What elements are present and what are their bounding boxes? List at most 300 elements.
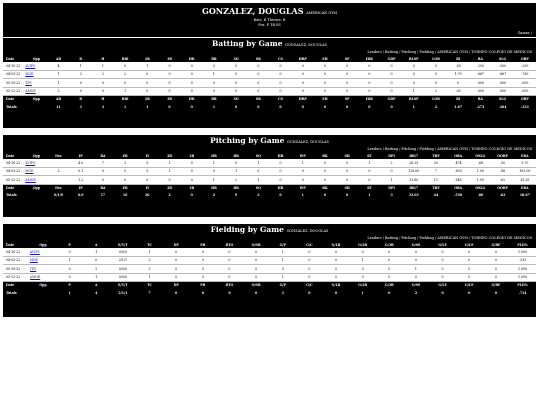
player-position: Pos: P 1B SS [258, 22, 281, 27]
pitching-cell: 1.09 [469, 176, 491, 184]
pitching-title-text: Pitching by Game [210, 136, 285, 145]
pitching-col-header[interactable]: 3B [181, 152, 203, 159]
nav-link[interactable]: Fielding / [419, 147, 437, 151]
fielding-col-header[interactable]: G/2B [349, 241, 376, 248]
opponent-link[interactable]: AMOE [30, 273, 57, 281]
pitching-row [3, 176, 536, 184]
nav-link[interactable]: TORNEO COLEGIO DE MEDICOS [471, 147, 532, 151]
fielding-col-header[interactable]: O/SB [243, 281, 270, 289]
pitching-col-header[interactable]: HB [269, 152, 291, 159]
pitching-cell: .474 [447, 159, 469, 167]
batting-col-header[interactable]: Opp [25, 55, 47, 62]
pitching-cell: 0 [158, 176, 180, 184]
batting-cell: 0 [181, 79, 203, 87]
fielding-total-cell: 1 [56, 289, 83, 296]
batting-col-header[interactable]: SLG [491, 55, 513, 62]
opponent-link[interactable]: TPS [25, 79, 47, 87]
batting-cell: 0 [92, 87, 114, 95]
fielding-col-header[interactable]: P [56, 241, 83, 248]
batting-cell: .250 [469, 62, 491, 70]
batting-cell: .000 [469, 87, 491, 95]
nav-link[interactable]: Pitching / [401, 147, 419, 151]
pitching-col-header[interactable]: H [136, 184, 158, 192]
nav-link[interactable]: Fielding / [419, 50, 437, 54]
fielding-cell: 0 [189, 256, 216, 264]
batting-cell: 0 [225, 79, 247, 87]
batting-total-cell: 0 [247, 103, 269, 110]
fielding-cell: 1 [269, 256, 296, 264]
pitching-table [3, 152, 536, 199]
batting-col-header[interactable]: HBP [292, 95, 314, 103]
fielding-cell: 0/0/0 [110, 265, 137, 273]
pitching-col-header[interactable]: BB/7 [403, 184, 425, 192]
pitching-cell: 0.1 [70, 167, 92, 175]
nav-link[interactable]: AMERICAN GYM / [437, 50, 471, 54]
batting-cell: .000 [514, 79, 536, 87]
batting-total-cell: 1 [114, 103, 136, 110]
batting-cell: 0 [336, 87, 358, 95]
pitching-col-header[interactable]: H [136, 152, 158, 159]
batting-cell: 0 [314, 87, 336, 95]
fielding-col-header[interactable]: G/RF [483, 241, 510, 248]
pitching-total-cell: 0 [181, 192, 203, 199]
fielding-total-cell: 1 [349, 289, 376, 296]
pitching-col-header[interactable]: WP [292, 184, 314, 192]
batting-col-header[interactable]: IBB [358, 55, 380, 62]
batting-cell: 0 [136, 87, 158, 95]
pitching-cell: 0 [336, 176, 358, 184]
pitching-cell: 0 [114, 176, 136, 184]
fielding-col-header[interactable]: G/RF [483, 281, 510, 289]
batting-col-header[interactable]: LOB [425, 95, 447, 103]
pitching-cell: 0 [314, 167, 336, 175]
batting-col-header[interactable]: R [70, 95, 92, 103]
pitching-col-header[interactable]: IP [70, 152, 92, 159]
nav-link[interactable]: Batting / [384, 236, 401, 240]
pitching-col-header[interactable]: BB [225, 184, 247, 192]
pitching-cell [47, 176, 69, 184]
fielding-col-header[interactable]: TC [136, 281, 163, 289]
opponent-link[interactable]: MOE [30, 256, 57, 264]
pitching-cell: 2 [380, 159, 402, 167]
pitching-col-header[interactable]: ERA [514, 152, 536, 159]
fielding-col-header[interactable]: P [56, 281, 83, 289]
batting-col-header[interactable]: CS [269, 55, 291, 62]
fielding-cell: 0 [269, 265, 296, 273]
batting-col-header[interactable]: HR [181, 55, 203, 62]
fielding-col-header[interactable]: G/SS [403, 241, 430, 248]
pitching-col-header[interactable]: Date [3, 184, 25, 192]
pitching-col-header[interactable]: Opp [25, 152, 47, 159]
pitching-cell: 5 [114, 167, 136, 175]
pitching-col-header[interactable]: BB/7 [403, 152, 425, 159]
fielding-cell: 0 [296, 256, 323, 264]
pitching-cell: 0 [358, 176, 380, 184]
nav-link[interactable]: Leaders / [367, 50, 384, 54]
batting-col-header[interactable]: BB [203, 95, 225, 103]
fielding-col-header[interactable]: Date [3, 281, 30, 289]
batting-row [3, 79, 536, 87]
nav-link[interactable]: Fielding / [419, 236, 437, 240]
pitching-col-header[interactable]: ER [114, 152, 136, 159]
fielding-total-cell: 0 [189, 289, 216, 296]
pitching-col-header[interactable]: SO [247, 184, 269, 192]
batting-col-header[interactable]: BI [447, 95, 469, 103]
nav-link[interactable]: AMERICAN GYM / [437, 236, 471, 240]
pitching-col-header[interactable]: SH [336, 152, 358, 159]
pitching-cell: L [47, 167, 69, 175]
batting-row [3, 70, 536, 78]
fielding-cell: 1 [349, 256, 376, 264]
fielding-col-header[interactable]: G/SS [403, 281, 430, 289]
batting-col-header[interactable]: H [92, 95, 114, 103]
batting-total-cell: .333 [514, 103, 536, 110]
pitching-col-header[interactable]: OOBP [491, 152, 513, 159]
fielding-cell: 0 [216, 256, 243, 264]
batting-col-header[interactable]: 3B [158, 55, 180, 62]
fielding-cell: 0 [349, 265, 376, 273]
batting-col-header[interactable]: OBP [514, 95, 536, 103]
nav-link[interactable]: AMERICAN GYM / [437, 147, 471, 151]
fielding-col-header[interactable]: A [83, 281, 110, 289]
batting-col-header[interactable]: BI [447, 55, 469, 62]
fielding-cell: 0 [323, 248, 350, 256]
pitching-total-cell: 44 [425, 192, 447, 199]
fielding-col-header[interactable]: TC [136, 241, 163, 248]
fielding-cell: 1.000 [509, 248, 536, 256]
batting-col-header[interactable]: 3B [158, 95, 180, 103]
pitching-col-header[interactable]: SF [358, 152, 380, 159]
batting-col-header[interactable]: OBP [514, 55, 536, 62]
batting-title-text: Batting by Game [212, 39, 283, 48]
fielding-col-header[interactable]: PB [189, 241, 216, 248]
batting-total-cell: 2 [425, 103, 447, 110]
pitching-total-cell: 1 [292, 192, 314, 199]
fielding-row [3, 256, 536, 264]
batting-cell: 0 [203, 79, 225, 87]
fielding-col-header[interactable]: RTO [216, 281, 243, 289]
fielding-cell: 0 [163, 265, 190, 273]
batting-col-header[interactable]: GDP [380, 95, 402, 103]
fielding-col-header[interactable]: G/CF [456, 241, 483, 248]
opponent-link[interactable]: AVIPS [30, 248, 57, 256]
batting-cell: 0 [336, 70, 358, 78]
batting-col-header[interactable]: H [92, 55, 114, 62]
batting-total-cell: Totals [3, 103, 25, 110]
batting-col-header[interactable]: SO [225, 95, 247, 103]
opponent-link[interactable]: MOE [25, 70, 47, 78]
batting-col-header[interactable]: Opp [25, 95, 47, 103]
pitching-col-header[interactable]: BK [314, 152, 336, 159]
fielding-cell: 0 [296, 265, 323, 273]
batting-col-header[interactable]: SF [336, 95, 358, 103]
batting-cell: 0 [247, 87, 269, 95]
pitching-total-cell: 9 [225, 192, 247, 199]
fielding-col-header[interactable]: G/P [269, 241, 296, 248]
fielding-cell: 0 [243, 273, 270, 281]
game-date: 05-22-22 [3, 273, 30, 281]
fielding-cell: 0 [456, 256, 483, 264]
fielding-cell: 1 [403, 265, 430, 273]
pitching-col-header[interactable]: BA [92, 184, 114, 192]
batting-cell: 0 [425, 79, 447, 87]
opponent-link[interactable]: AMOE [25, 87, 47, 95]
pitching-cell: .86 [491, 167, 513, 175]
batting-cell: 0 [114, 79, 136, 87]
batting-col-header[interactable]: RLSP [403, 55, 425, 62]
pitching-cell: 0 [336, 167, 358, 175]
batting-col-header[interactable]: IBB [358, 95, 380, 103]
opponent-link[interactable]: AMOE [25, 176, 47, 184]
fielding-col-header[interactable]: G/2B [349, 281, 376, 289]
batting-col-header[interactable]: GDP [380, 55, 402, 62]
fielding-cell: 0 [216, 248, 243, 256]
pitching-col-header[interactable]: Date [3, 152, 25, 159]
pitching-cell: 9.75 [514, 159, 536, 167]
batting-cell: .00 [447, 87, 469, 95]
batting-col-header[interactable]: RBI [114, 95, 136, 103]
fielding-col-header[interactable]: FLD% [509, 241, 536, 248]
pitching-col-header[interactable]: WP [292, 152, 314, 159]
nav-link[interactable]: Batting / [384, 50, 401, 54]
game-date: 04-03-22 [3, 70, 25, 78]
pitching-col-header[interactable]: IP [70, 184, 92, 192]
pitching-col-header[interactable]: ER [114, 184, 136, 192]
batting-col-header[interactable]: RLSP [403, 95, 425, 103]
nav-link[interactable]: Pitching / [401, 236, 419, 240]
pitching-col-header[interactable]: 2B [158, 184, 180, 192]
batting-col-header[interactable]: BA [469, 55, 491, 62]
opponent-link[interactable]: MOE [25, 167, 47, 175]
batting-cell: 0 [247, 70, 269, 78]
batting-col-header[interactable]: SH [314, 55, 336, 62]
pitching-cell: 26.25 [403, 159, 425, 167]
fielding-total-cell: 2/1/1 [110, 289, 137, 296]
pitching-col-header[interactable]: SF [358, 184, 380, 192]
fielding-table [3, 241, 536, 296]
batting-cell: 1 [47, 70, 69, 78]
fielding-cell: 0 [376, 265, 403, 273]
batting-cell: 0 [136, 79, 158, 87]
pitching-col-header[interactable]: SH [336, 184, 358, 192]
batting-col-header[interactable]: Date [3, 95, 25, 103]
pitching-col-header[interactable]: HR [203, 184, 225, 192]
batting-col-header[interactable]: AB [47, 95, 69, 103]
batting-col-header[interactable]: SB [247, 55, 269, 62]
fielding-cell: 0 [56, 273, 83, 281]
pitching-cell: 126.00 [403, 167, 425, 175]
pitching-col-header[interactable]: Dec [47, 152, 69, 159]
fielding-col-header[interactable]: G/LF [429, 241, 456, 248]
batting-col-header[interactable]: Date [3, 55, 25, 62]
fielding-total-cell: Totals [3, 289, 30, 296]
pitching-col-header[interactable]: Opp [25, 184, 47, 192]
batting-cell: 0 [403, 70, 425, 78]
batting-cell: 0 [380, 62, 402, 70]
pitching-col-header[interactable]: OSLG [469, 184, 491, 192]
batting-col-header[interactable]: RBI [114, 55, 136, 62]
batting-col-header[interactable]: SH [314, 95, 336, 103]
fielding-total-cell: 0 [243, 289, 270, 296]
pitching-col-header[interactable]: Dec [47, 184, 69, 192]
opponent-link[interactable]: TPS [30, 265, 57, 273]
pitching-col-header[interactable]: TBF [425, 184, 447, 192]
fielding-col-header[interactable]: FLD% [509, 281, 536, 289]
nav-link[interactable]: TORNEO COLEGIO DE MEDICOS [471, 50, 532, 54]
fielding-col-header[interactable]: G/1B [323, 241, 350, 248]
game-date: 04-10-22 [3, 62, 25, 70]
batting-col-header[interactable]: 2B [136, 95, 158, 103]
batting-col-header[interactable]: SB [247, 95, 269, 103]
fielding-cell: 0 [243, 256, 270, 264]
pitching-col-header[interactable]: BK [314, 184, 336, 192]
fielding-cell: 0 [403, 248, 430, 256]
batting-col-header[interactable]: SLG [491, 95, 513, 103]
fielding-col-header[interactable]: Date [3, 241, 30, 248]
batting-col-header[interactable]: R [70, 55, 92, 62]
batting-cell: 0 [158, 70, 180, 78]
opponent-link[interactable]: AVIPS [25, 159, 47, 167]
player-team[interactable]: AMERICAN GYM [306, 11, 337, 15]
batting-col-header[interactable]: CS [269, 95, 291, 103]
fielding-col-header[interactable]: G/CF [456, 281, 483, 289]
batting-cell: 0 [425, 62, 447, 70]
fielding-col-header[interactable]: DP [163, 281, 190, 289]
fielding-cell: 1 [83, 248, 110, 256]
pitching-cell: 2 [225, 176, 247, 184]
fielding-col-header[interactable]: O/SB [243, 241, 270, 248]
pitching-col-header[interactable]: ERA [514, 184, 536, 192]
pitching-cell: 4.0 [70, 159, 92, 167]
batting-cell: 0 [380, 79, 402, 87]
batting-cell: 0 [158, 62, 180, 70]
batting-col-header[interactable]: BB [203, 55, 225, 62]
fielding-col-header[interactable]: E/T/T [110, 241, 137, 248]
batting-table [3, 55, 536, 110]
pitching-cell: 3 [114, 159, 136, 167]
pitching-col-header[interactable]: DPI [380, 152, 402, 159]
pitching-cell: 1 [203, 176, 225, 184]
fielding-col-header[interactable]: E/T/T [110, 281, 137, 289]
pitching-col-header[interactable]: HR [203, 152, 225, 159]
pitching-col-header[interactable]: 3B [181, 184, 203, 192]
game-date: 05-22-22 [3, 87, 25, 95]
pitching-cell: 0 [203, 167, 225, 175]
pitching-cell: 0 [358, 167, 380, 175]
batting-col-header[interactable]: HBP [292, 55, 314, 62]
fielding-col-header[interactable]: RTO [216, 241, 243, 248]
batting-cell: 0 [247, 79, 269, 87]
batting-col-header[interactable]: SF [336, 55, 358, 62]
fielding-cell: 0 [189, 265, 216, 273]
nav-link[interactable]: Leaders / [367, 236, 384, 240]
batting-cell: 0 [336, 62, 358, 70]
pitching-col-header[interactable]: OBA [447, 184, 469, 192]
fielding-col-header[interactable]: G/C [296, 281, 323, 289]
pitching-cell: 1 [203, 159, 225, 167]
game-date: 04-03-22 [3, 167, 25, 175]
pitching-subtitle: GONZALEZ, DOUGLAS [287, 140, 329, 144]
pitching-col-header[interactable]: OOBP [491, 184, 513, 192]
pitching-total-cell: 0 [314, 192, 336, 199]
pitching-title [3, 135, 536, 147]
fielding-cell: 0 [349, 248, 376, 256]
pitching-row [3, 167, 536, 175]
batting-cell: 1.70 [447, 70, 469, 78]
fielding-col-header[interactable]: G/1B [323, 281, 350, 289]
fielding-col-header[interactable]: Opp [30, 241, 57, 248]
fielding-col-header[interactable]: G/3B [376, 241, 403, 248]
batting-cell: .000 [469, 79, 491, 87]
games-link[interactable]: Games / [517, 31, 532, 35]
batting-cell: 0 [269, 70, 291, 78]
nav-link[interactable]: Pitching / [401, 50, 419, 54]
fielding-cell: 0 [376, 273, 403, 281]
batting-cell: .500 [491, 62, 513, 70]
pitching-cell: 0 [225, 159, 247, 167]
pitching-cell: 1.2 [70, 176, 92, 184]
pitching-col-header[interactable]: HB [269, 184, 291, 192]
batting-cell: 0 [181, 87, 203, 95]
fielding-col-header[interactable]: DP [163, 241, 190, 248]
pitching-col-header[interactable]: BB [225, 152, 247, 159]
batting-cell: .667 [491, 70, 513, 78]
nav-link[interactable]: TORNEO COLEGIO DE MEDICOS [471, 236, 532, 240]
fielding-col-header[interactable]: G/C [296, 241, 323, 248]
batting-col-header[interactable]: BA [469, 95, 491, 103]
batting-cell: 0 [269, 79, 291, 87]
nav-link[interactable]: Leaders / [367, 147, 384, 151]
pitching-col-header[interactable]: 2B [158, 152, 180, 159]
fielding-cell: 0 [216, 273, 243, 281]
batting-cell: 0 [358, 62, 380, 70]
fielding-col-header[interactable]: G/LF [429, 281, 456, 289]
fielding-cell: 0 [163, 248, 190, 256]
batting-cell: 0 [403, 79, 425, 87]
fielding-col-header[interactable]: G/3B [376, 281, 403, 289]
opponent-link[interactable]: AVIPS [25, 62, 47, 70]
fielding-cell: 0 [483, 248, 510, 256]
fielding-cell: 0 [83, 256, 110, 264]
batting-col-header[interactable]: SO [225, 55, 247, 62]
batting-col-header[interactable]: HR [181, 95, 203, 103]
nav-link[interactable]: Batting / [384, 147, 401, 151]
batting-col-header[interactable]: LOB [425, 55, 447, 62]
pitching-col-header[interactable]: SO [247, 152, 269, 159]
fielding-cell: 1 [136, 273, 163, 281]
pitching-cell: .833 [447, 167, 469, 175]
pitching-cell: 35.35 [514, 176, 536, 184]
batting-total-cell: 3 [70, 103, 92, 110]
pitching-col-header[interactable]: BA [92, 152, 114, 159]
pitching-col-header[interactable]: TBF [425, 152, 447, 159]
fielding-col-header[interactable]: G/P [269, 281, 296, 289]
batting-col-header[interactable]: 2B [136, 55, 158, 62]
fielding-row [3, 248, 536, 256]
fielding-total-cell: 0 [163, 289, 190, 296]
fielding-col-header[interactable]: Opp [30, 281, 57, 289]
batting-col-header[interactable]: AB [47, 55, 69, 62]
pitching-cell: 0 [92, 176, 114, 184]
fielding-col-header[interactable]: A [83, 241, 110, 248]
pitching-col-header[interactable]: OBA [447, 152, 469, 159]
fielding-col-header[interactable]: PB [189, 281, 216, 289]
fielding-cell: 3 [136, 256, 163, 264]
batting-cell: 0 [136, 70, 158, 78]
pitching-col-header[interactable]: DPI [380, 184, 402, 192]
pitching-col-header[interactable]: OSLG [469, 152, 491, 159]
batting-cell: .250 [514, 62, 536, 70]
